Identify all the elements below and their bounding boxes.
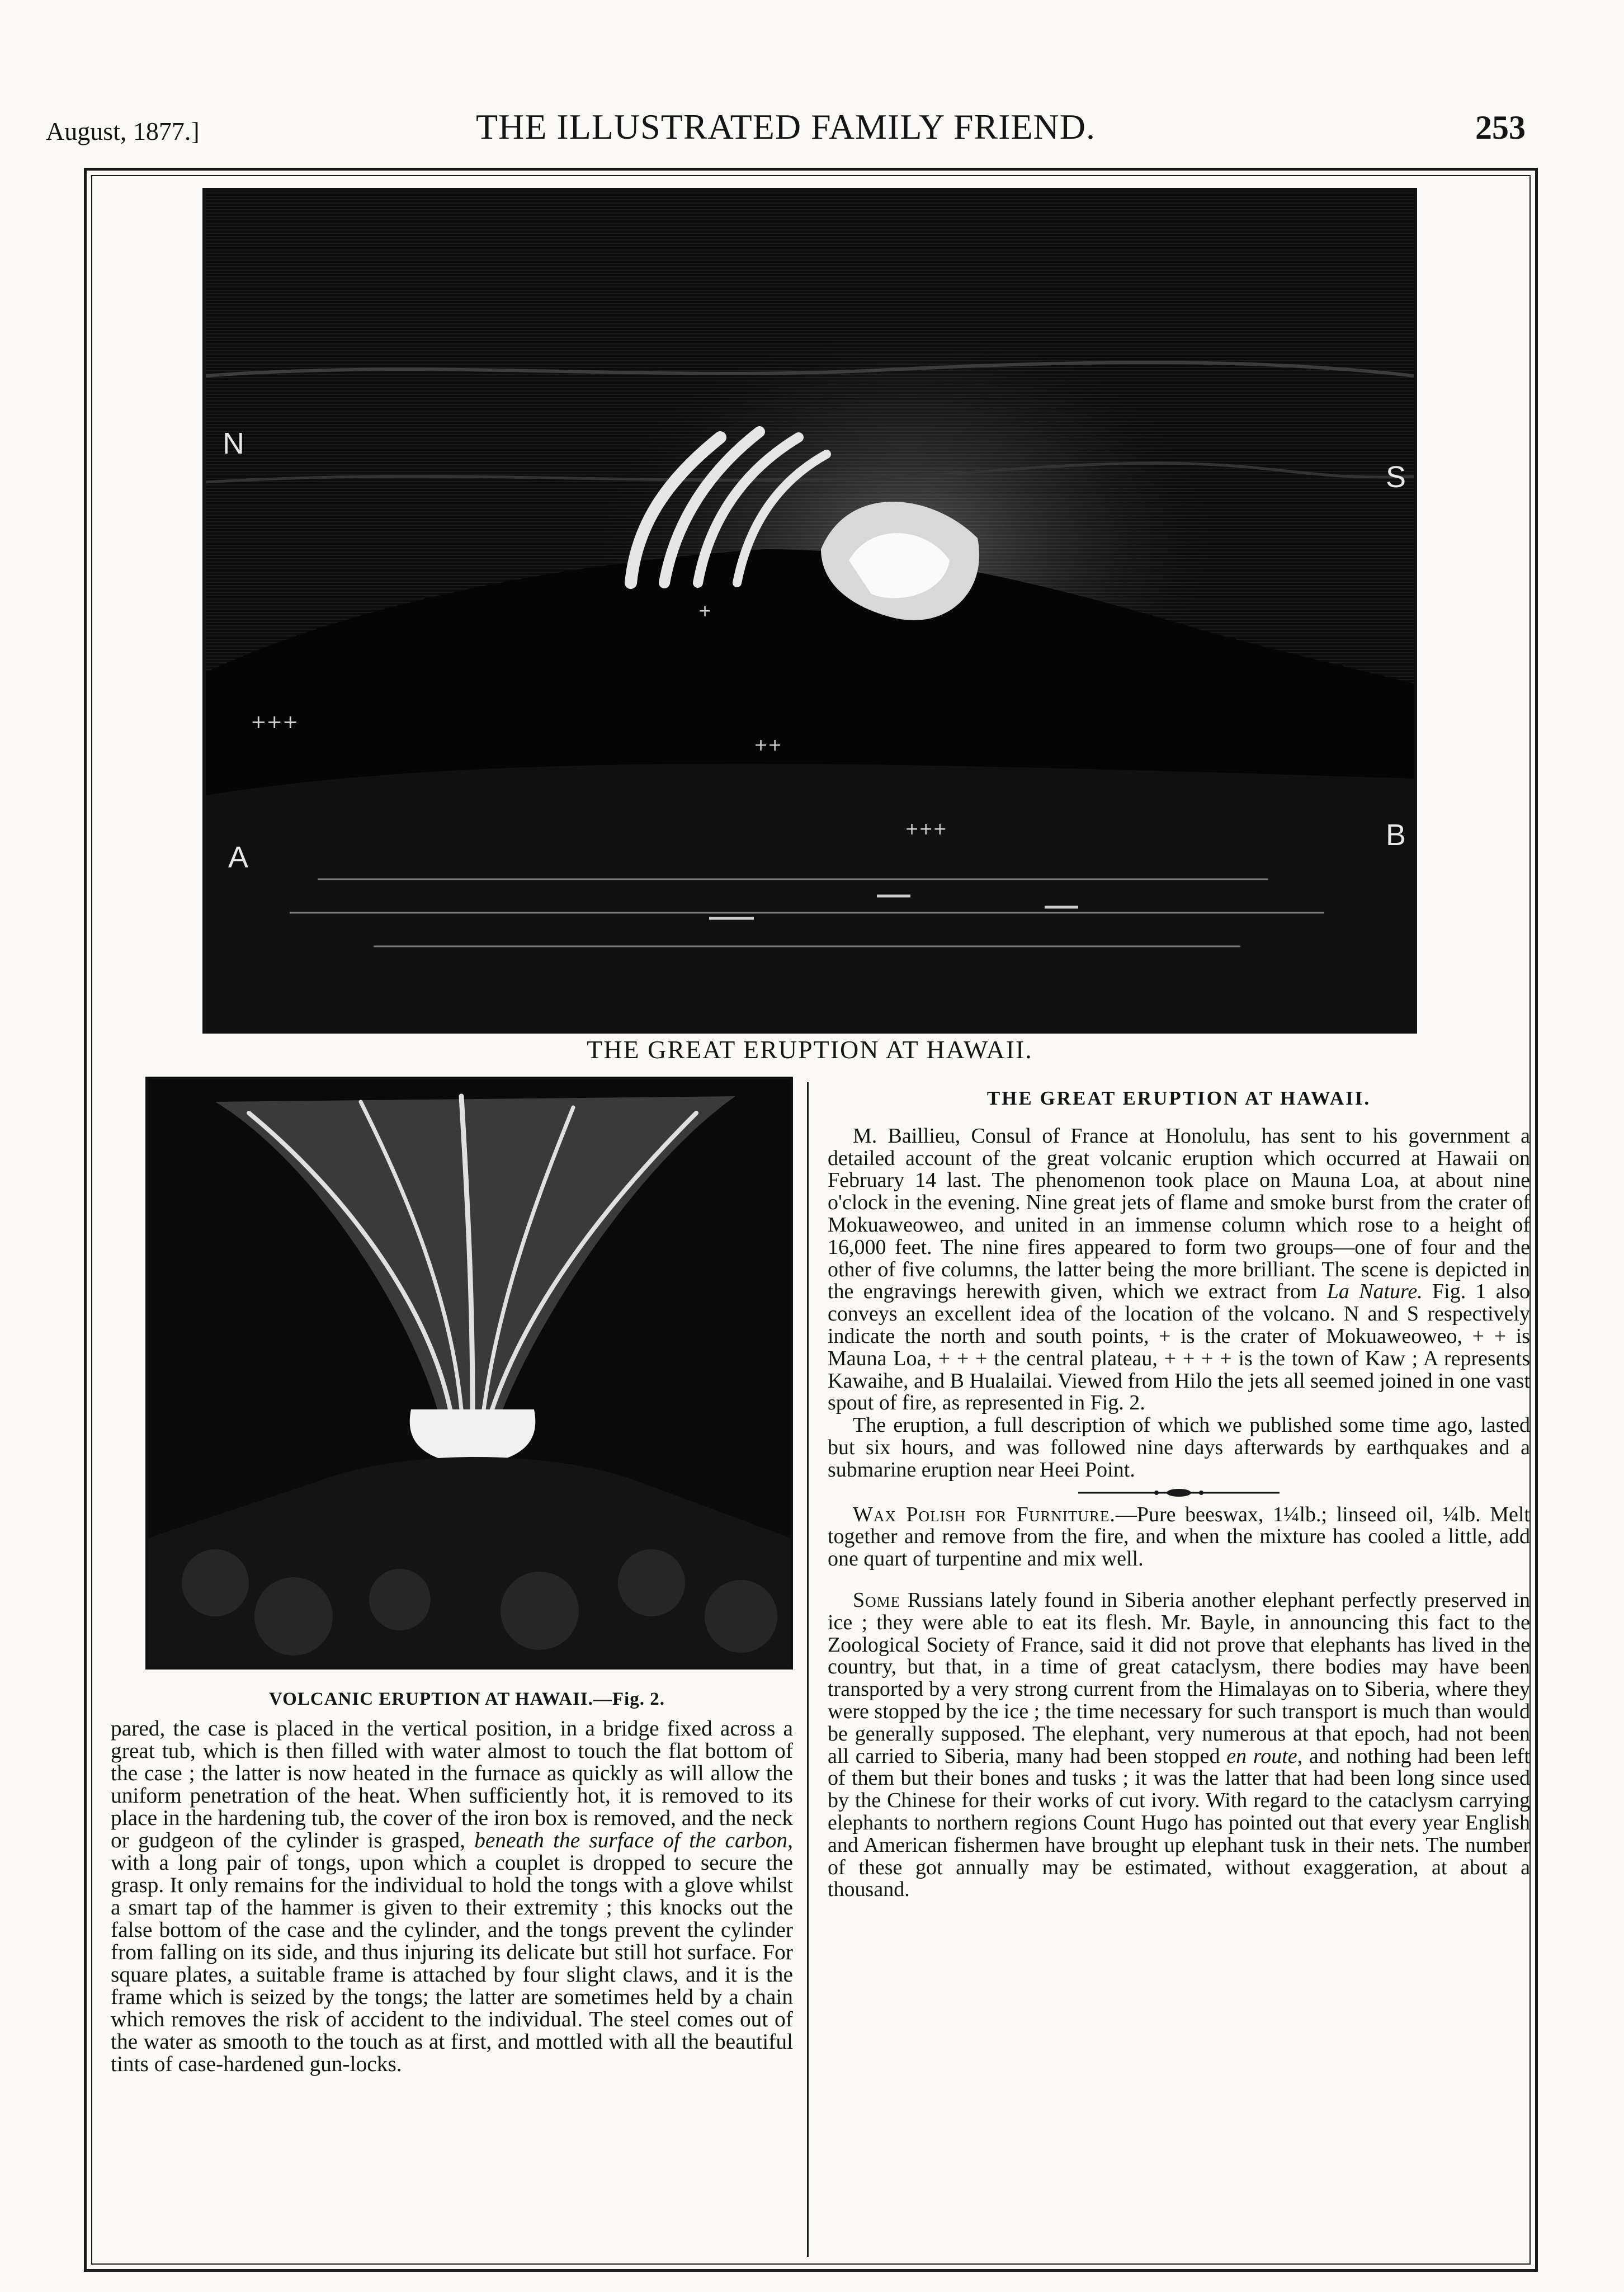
article-heading: THE GREAT ERUPTION AT HAWAII. xyxy=(986,1087,1371,1109)
label-a: A xyxy=(228,841,249,874)
casehardening-paragraph: pared, the case is placed in the vertical position, in a bridge fixed across a great tub, which is then filled with water almost to touch the flat bottom of the case ; the latter is now heated in the furnace as quickly as will allow the uniform penetration of the heat. When sufficiently hot, it is removed to its place in the hardening tub, the cover of the iron box is removed, and the neck or gudgeon of the cylinder is grasped, beneath the surface of the carbon, with a long pair of tongs, upon which a couplet is dropped to secure the grasp. It only remains for the individual to hold the tongs with a glove whilst a smart tap of the hammer is given to their extremity ; this knocks out the false bottom of the case and the cylinder, and the tongs prevent the cylinder from falling on its side, and thus injuring its delicate but still hot surface. For square plates, a suitable frame is attached by four slight claws, and it is the frame which is seized by the tongs; the latter are sometimes held by a chain which removes the risk of accident to the individual. The steel comes out of the water as smooth to the touch as at first, and mottled with all the beautiful tints of case-hardened gun-locks. xyxy=(111,1716,794,2076)
wax-polish-paragraph: Wax Polish for Furniture.—Pure beeswax, 1¼lb.; linseed oil, ¼lb. Melt together and remove from the fire, and when the mixture has cooled a little, add one quart of turpentine and mix well. xyxy=(828,1502,1530,1571)
figure-caption-fig2: VOLCANIC ERUPTION AT HAWAII.—Fig. 2. xyxy=(269,1689,665,1709)
eruption-landscape-illustration xyxy=(206,191,1414,1030)
label-b: B xyxy=(1385,818,1406,852)
elephant-italic: en route xyxy=(1226,1744,1297,1768)
eruption-column-illustration xyxy=(148,1079,790,1667)
figure-caption-fig1: THE GREAT ERUPTION AT HAWAII. xyxy=(587,1035,1033,1064)
svg-text:++: ++ xyxy=(754,735,782,755)
page-number: 253 xyxy=(1475,109,1526,146)
ornament-rule-icon xyxy=(1073,1486,1285,1499)
eruption-engraving-fig2 xyxy=(145,1077,793,1670)
eruption-paragraph-1: M. Baillieu, Consul of France at Honolulu, has sent to his government a detailed account of the great volcanic eruption which occurred at Hawaii on February 14 last. The phenomenon took place on Mauna Loa, at about nine o'clock in the evening. Nine great jets of flame and smoke burst from the crater of Mokuaweoweo, and united in an immense column which rose to a height of 16,000 feet. The nine fires appeared to form two groups—one of four and the other of five columns, the latter being the more brilliant. The scene is depicted in the engravings herewith given, which we extract from La Nature. Fig. 1 also conveys an excellent idea of the location of the volcano. N and S respectively indicate the north and south points, + is the crater of Mokuaweoweo, + + is Mauna Loa, + + + the central plateau, + + + + is the town of Kaw ; A represents Kawaihe, and B Hualailai. Viewed from Hilo the jets all seemed joined in one vast spout of fire, as represented in Fig. 2. xyxy=(828,1124,1530,1415)
svg-text:+++: +++ xyxy=(905,819,947,839)
svg-text:+++: +++ xyxy=(251,711,299,733)
elephant-paragraph: Some Russians lately found in Siberia another elephant perfectly preserved in ice ; they were able to eat its flesh. Mr. Bayle, in announcing this fact to the Zoological Society of France, said it did not prove that elephants has lived in the country, but that, in a time of great cataclysm, there bodies may have been transported by a very strong current from the Himalayas on to Siberia, where they were stopped by the ice ; the time necessary for such transport is much than would be generally supposed. The elephant, very numerous at that epoch, had not been all carried to Siberia, many had been stopped en route, and nothing had been left of them but their bones and tusks ; it was the latter that had been long since used by the Chinese for their works of cut ivory. With regard to the cataclysm carrying elephants to northern regions Count Hugo has pointed out that every year English and American fishermen have brought up elephant tusk in their nets. The number of these got annually may be estimated, without exaggeration, at about a thousand. xyxy=(828,1588,1531,1902)
magazine-title: THE ILLUSTRATED FAMILY FRIEND. xyxy=(476,107,1096,147)
left-column-text xyxy=(111,1717,793,2075)
section-ornament xyxy=(828,1482,1530,1504)
running-head xyxy=(46,106,1526,157)
elephant-lead: Some xyxy=(853,1588,901,1612)
issue-date: August, 1877.] xyxy=(46,117,200,145)
column-divider xyxy=(807,1082,809,2257)
wax-polish-lead: Wax Polish for Furniture. xyxy=(853,1502,1116,1526)
source-citation: La Nature. xyxy=(1326,1280,1423,1304)
svg-text:+: + xyxy=(698,601,712,621)
right-column-text xyxy=(828,1087,1530,1901)
eruption-engraving-fig1 xyxy=(202,188,1417,1034)
label-south: S xyxy=(1385,460,1406,494)
casehardening-italic: beneath the surface of the carbon xyxy=(474,1828,788,1852)
label-north: N xyxy=(223,427,244,460)
eruption-paragraph-2: The eruption, a full description of which we published some time ago, lasted but six hours, and was followed nine days afterwards by earthquakes and a submarine eruption near Heei Point. xyxy=(828,1413,1530,1482)
